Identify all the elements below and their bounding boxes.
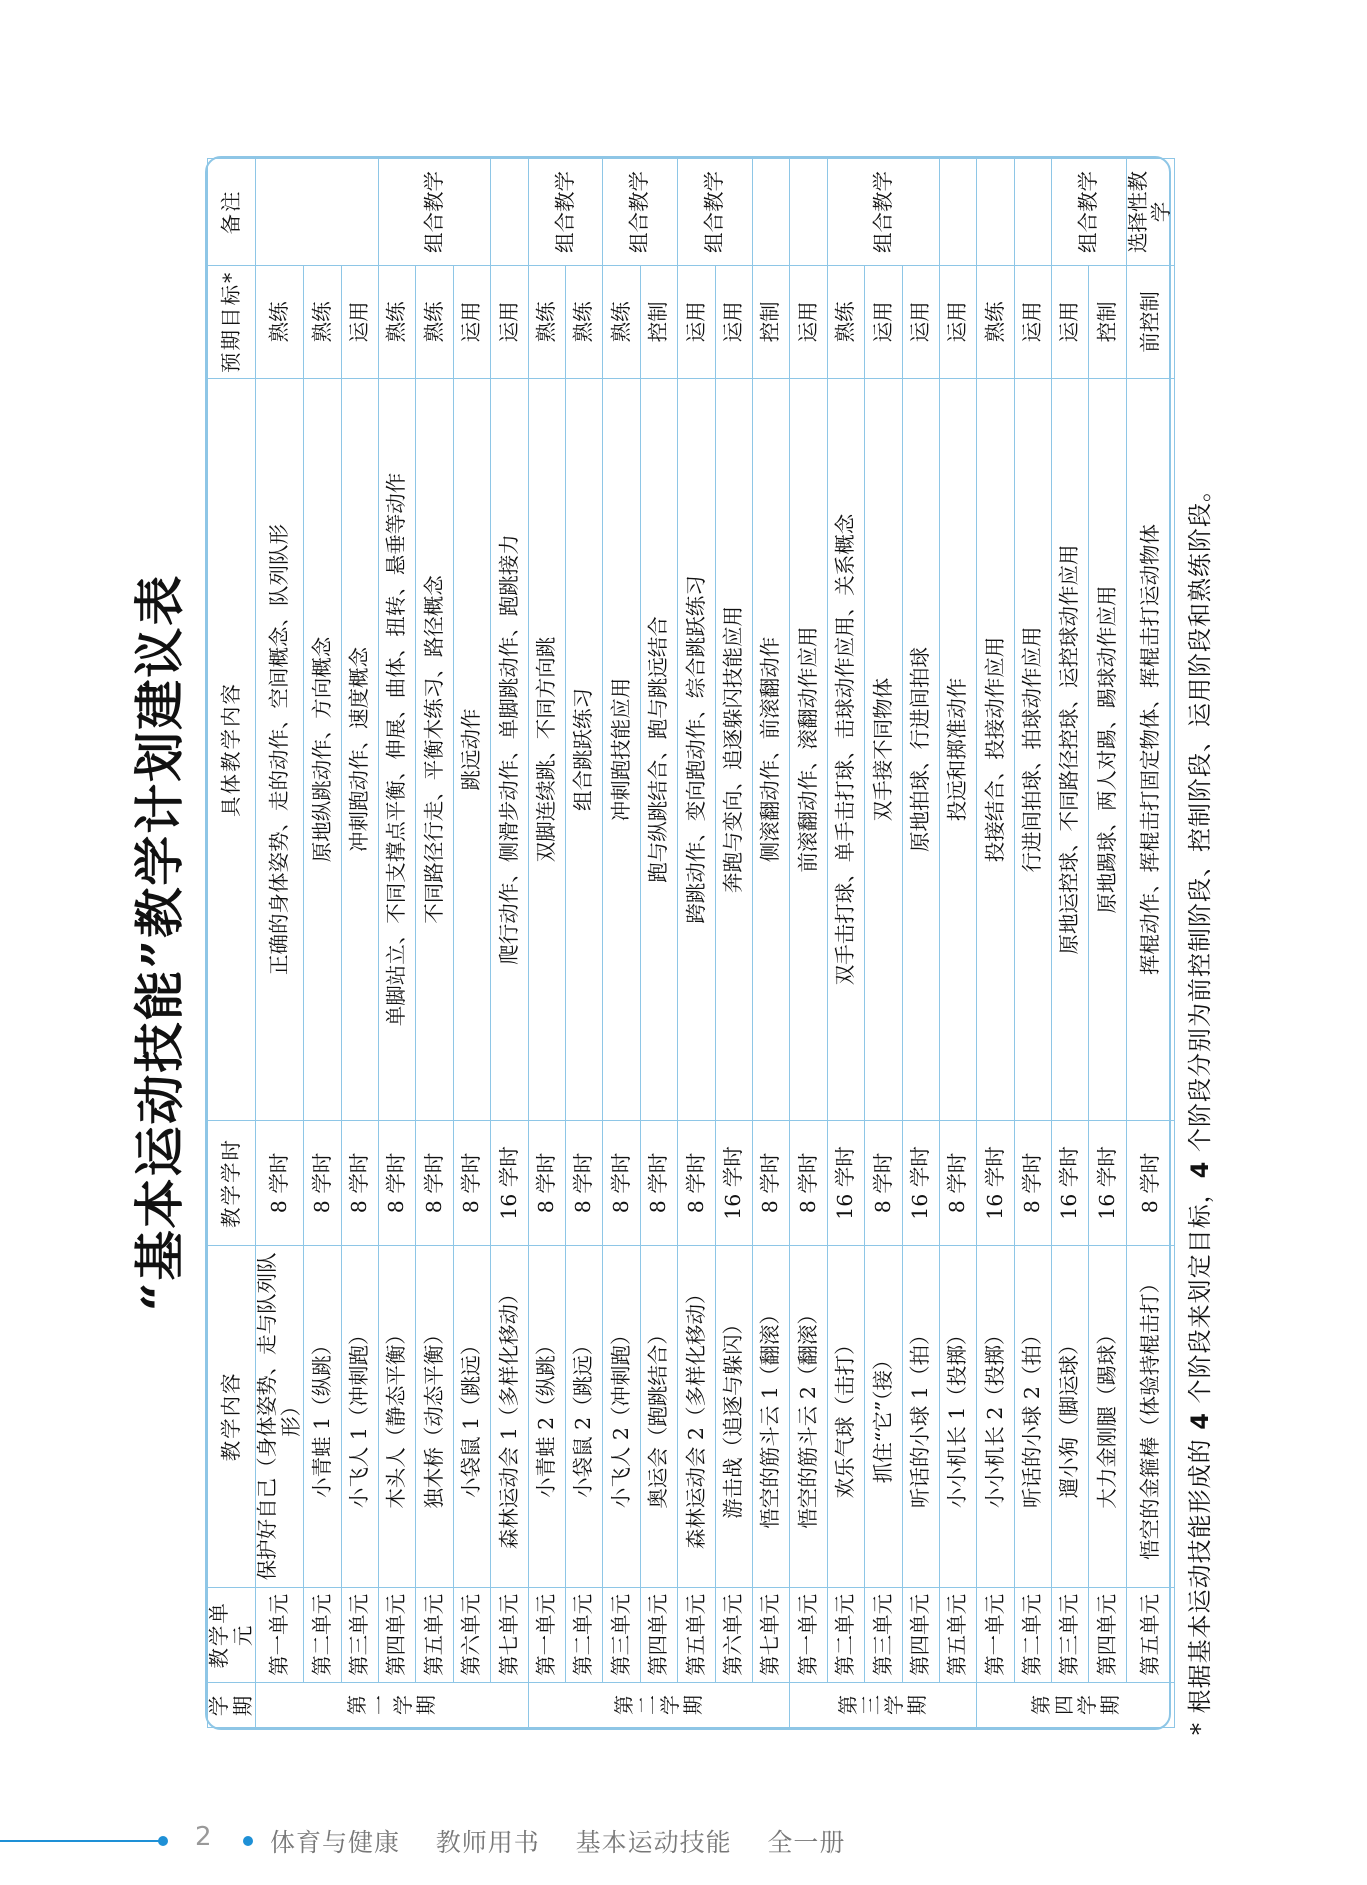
table-row xyxy=(640,159,677,1728)
table-row xyxy=(491,159,528,1728)
unit-cell: 第三单元 xyxy=(603,1587,640,1682)
footer-book-title: 体育与健康 教师用书 基本运动技能 全一册 xyxy=(270,1828,846,1857)
table-row xyxy=(528,159,565,1728)
goal-cell: 熟练 xyxy=(603,265,640,378)
hours-cell: 16 学时 xyxy=(715,1121,752,1246)
footer-dot-icon xyxy=(158,1836,168,1846)
footnote xyxy=(1180,477,1215,1735)
table-row xyxy=(1014,159,1051,1728)
content-cell: 大力金刚腿（踢球） xyxy=(1089,1245,1126,1587)
unit-cell: 第二单元 xyxy=(827,1587,864,1682)
table-row xyxy=(379,159,416,1728)
content-cell: 奥运会（跑跳结合） xyxy=(640,1245,677,1587)
unit-cell: 第四单元 xyxy=(379,1587,416,1682)
table-row xyxy=(827,159,864,1728)
content-cell: 听话的小球 2（拍） xyxy=(1014,1245,1051,1587)
table-row xyxy=(752,159,789,1728)
goal-cell: 运用 xyxy=(790,265,827,378)
table-row xyxy=(1052,159,1089,1728)
footnote-suffix: 个阶段分别为前控制阶段、控制阶段、运用阶段和熟练阶段。 xyxy=(1186,477,1214,1161)
footnote-num2: 4 xyxy=(1186,1160,1214,1179)
goal-cell: 运用 xyxy=(865,265,902,378)
unit-cell: 第六单元 xyxy=(453,1587,490,1682)
footer-bullet-icon xyxy=(243,1836,253,1846)
content-cell: 独木桥（动态平衡） xyxy=(416,1245,453,1587)
note-cell xyxy=(939,159,976,266)
unit-cell: 第四单元 xyxy=(1089,1587,1126,1682)
header-goal: 预期目标* xyxy=(208,265,256,378)
table-row xyxy=(790,159,827,1728)
content-cell: 小青蛙 2（纵跳） xyxy=(528,1245,565,1587)
unit-cell: 第五单元 xyxy=(416,1587,453,1682)
table-row xyxy=(416,159,453,1728)
goal-cell: 前控制 xyxy=(1126,265,1174,378)
unit-cell: 第五单元 xyxy=(678,1587,715,1682)
goal-cell: 熟练 xyxy=(565,265,602,378)
unit-cell: 第一单元 xyxy=(790,1587,827,1682)
goal-cell: 运用 xyxy=(715,265,752,378)
detail-cell: 跨跳动作、变向跑动作、综合跳跃练习 xyxy=(678,378,715,1120)
detail-cell: 单脚站立、不同支撑点平衡、伸展、曲体、扭转、悬垂等动作 xyxy=(379,378,416,1120)
detail-cell: 冲刺跑技能应用 xyxy=(603,378,640,1120)
note-cell: 组合教学 xyxy=(528,159,603,266)
unit-cell: 第七单元 xyxy=(491,1587,528,1682)
semester-cell: 第三学期 xyxy=(790,1682,977,1727)
note-cell xyxy=(491,159,528,266)
detail-cell: 双脚连续跳、不同方向跳 xyxy=(528,378,565,1120)
detail-cell: 跳远动作 xyxy=(453,378,490,1120)
footer-rule xyxy=(0,1840,160,1842)
detail-cell: 原地运控球、不同路径控球、运控球动作应用 xyxy=(1052,378,1089,1120)
unit-cell: 第一单元 xyxy=(528,1587,565,1682)
hours-cell: 8 学时 xyxy=(453,1121,490,1246)
unit-cell: 第三单元 xyxy=(1052,1587,1089,1682)
content-cell: 小小机长 2（投掷） xyxy=(977,1245,1014,1587)
unit-cell: 第四单元 xyxy=(902,1587,939,1682)
detail-cell: 双手击打球、单手击打球、击球动作应用、关系概念 xyxy=(827,378,864,1120)
content-cell: 小袋鼠 1（跳远） xyxy=(453,1245,490,1587)
detail-cell: 奔跑与变向、追逐躲闪技能应用 xyxy=(715,378,752,1120)
content-cell: 木头人（静态平衡） xyxy=(379,1245,416,1587)
hours-cell: 8 学时 xyxy=(1014,1121,1051,1246)
content-cell: 小小机长 1（投掷） xyxy=(939,1245,976,1587)
detail-cell: 不同路径行走、平衡木练习、路径概念 xyxy=(416,378,453,1120)
content-cell: 小青蛙 1（纵跳） xyxy=(304,1245,341,1587)
header-detail: 具体教学内容 xyxy=(208,378,256,1120)
content-cell: 悟空的筋斗云 2（翻滚） xyxy=(790,1245,827,1587)
semester-cell: 第四学期 xyxy=(977,1682,1175,1727)
table-body xyxy=(256,159,1175,1728)
content-cell: 遛小狗（脚运球） xyxy=(1052,1245,1089,1587)
unit-cell: 第二单元 xyxy=(304,1587,341,1682)
hours-cell: 16 学时 xyxy=(491,1121,528,1246)
plan-table-frame xyxy=(205,156,1174,1730)
goal-cell: 运用 xyxy=(1052,265,1089,378)
content-cell: 听话的小球 1（拍） xyxy=(902,1245,939,1587)
hours-cell: 8 学时 xyxy=(603,1121,640,1246)
unit-cell: 第七单元 xyxy=(752,1587,789,1682)
hours-cell: 16 学时 xyxy=(1089,1121,1126,1246)
hours-cell: 8 学时 xyxy=(1126,1121,1174,1246)
goal-cell: 熟练 xyxy=(304,265,341,378)
goal-cell: 熟练 xyxy=(528,265,565,378)
table-row xyxy=(977,159,1014,1728)
detail-cell: 跑与纵跳结合、跑与跳远结合 xyxy=(640,378,677,1120)
content-cell: 保护好自己（身体姿势、走与队列队形） xyxy=(256,1245,304,1587)
hours-cell: 16 学时 xyxy=(1052,1121,1089,1246)
unit-cell: 第一单元 xyxy=(256,1587,304,1682)
table-row xyxy=(678,159,715,1728)
hours-cell: 16 学时 xyxy=(902,1121,939,1246)
goal-cell: 运用 xyxy=(939,265,976,378)
unit-cell: 第五单元 xyxy=(1126,1587,1174,1682)
detail-cell: 侧滚翻动作、前滚翻动作 xyxy=(752,378,789,1120)
detail-cell: 冲刺跑动作、速度概念 xyxy=(341,378,378,1120)
detail-cell: 正确的身体姿势、走的动作、空间概念、队列队形 xyxy=(256,378,304,1120)
goal-cell: 控制 xyxy=(1089,265,1126,378)
semester-cell: 第一学期 xyxy=(256,1682,528,1727)
header-unit: 教学单元 xyxy=(208,1587,256,1682)
goal-cell: 运用 xyxy=(341,265,378,378)
note-cell: 选择性教学 xyxy=(1126,159,1174,266)
goal-cell: 熟练 xyxy=(256,265,304,378)
content-cell: 抓住“它”（接） xyxy=(865,1245,902,1587)
hours-cell: 8 学时 xyxy=(865,1121,902,1246)
table-row xyxy=(1126,159,1174,1728)
goal-cell: 熟练 xyxy=(827,265,864,378)
detail-cell: 行进间拍球、拍球动作应用 xyxy=(1014,378,1051,1120)
hours-cell: 16 学时 xyxy=(827,1121,864,1246)
detail-cell: 前滚翻动作、滚翻动作应用 xyxy=(790,378,827,1120)
table-row xyxy=(715,159,752,1728)
content-cell: 森林运动会 2（多样化移动） xyxy=(678,1245,715,1587)
detail-cell: 原地踢球、两人对踢、踢球动作应用 xyxy=(1089,378,1126,1120)
goal-cell: 运用 xyxy=(678,265,715,378)
hours-cell: 8 学时 xyxy=(256,1121,304,1246)
header-content: 教学内容 xyxy=(208,1245,256,1587)
unit-cell: 第五单元 xyxy=(939,1587,976,1682)
note-cell xyxy=(790,159,827,266)
goal-cell: 运用 xyxy=(491,265,528,378)
detail-cell: 原地拍球、行进间拍球 xyxy=(902,378,939,1120)
goal-cell: 控制 xyxy=(752,265,789,378)
goal-cell: 熟练 xyxy=(416,265,453,378)
detail-cell: 投接结合、投接动作应用 xyxy=(977,378,1014,1120)
note-cell xyxy=(256,159,379,266)
unit-cell: 第三单元 xyxy=(341,1587,378,1682)
table-row xyxy=(304,159,341,1728)
footnote-num1: 4 xyxy=(1186,1412,1214,1430)
table-row xyxy=(603,159,640,1728)
detail-cell: 爬行动作、侧滑步动作、单脚跳动作、跑跳接力 xyxy=(491,378,528,1120)
detail-cell: 投远和掷准动作 xyxy=(939,378,976,1120)
table-row xyxy=(1089,159,1126,1728)
note-cell xyxy=(1014,159,1051,266)
detail-cell: 原地纵跳动作、方向概念 xyxy=(304,378,341,1120)
hours-cell: 8 学时 xyxy=(304,1121,341,1246)
note-cell: 组合教学 xyxy=(603,159,678,266)
table-row xyxy=(902,159,939,1728)
semester-cell: 第二学期 xyxy=(528,1682,790,1727)
table-row xyxy=(256,159,304,1728)
goal-cell: 运用 xyxy=(453,265,490,378)
header-semester: 学期 xyxy=(208,1682,256,1727)
content-cell: 小袋鼠 2（跳远） xyxy=(565,1245,602,1587)
unit-cell: 第四单元 xyxy=(640,1587,677,1682)
footnote-prefix: * 根据基本运动技能形成的 xyxy=(1186,1429,1214,1735)
unit-cell: 第二单元 xyxy=(1014,1587,1051,1682)
unit-cell: 第二单元 xyxy=(565,1587,602,1682)
hours-cell: 8 学时 xyxy=(752,1121,789,1246)
detail-cell: 双手接不同物体 xyxy=(865,378,902,1120)
unit-cell: 第六单元 xyxy=(715,1587,752,1682)
table-row xyxy=(453,159,490,1728)
hours-cell: 8 学时 xyxy=(341,1121,378,1246)
hours-cell: 8 学时 xyxy=(939,1121,976,1246)
content-cell: 悟空的筋斗云 1（翻滚） xyxy=(752,1245,789,1587)
page-title: “基本运动技能”教学计划建议表 xyxy=(130,573,189,1312)
note-cell: 组合教学 xyxy=(379,159,491,266)
header-note: 备注 xyxy=(208,159,256,266)
hours-cell: 8 学时 xyxy=(790,1121,827,1246)
note-cell: 组合教学 xyxy=(1052,159,1127,266)
note-cell xyxy=(977,159,1014,266)
hours-cell: 8 学时 xyxy=(416,1121,453,1246)
goal-cell: 运用 xyxy=(1014,265,1051,378)
footnote-mid: 个阶段来划定目标， xyxy=(1186,1178,1214,1413)
page-number: 2 xyxy=(195,1822,212,1852)
note-cell xyxy=(752,159,789,266)
content-cell: 小飞人 2（冲刺跑） xyxy=(603,1245,640,1587)
goal-cell: 熟练 xyxy=(977,265,1014,378)
hours-cell: 8 学时 xyxy=(565,1121,602,1246)
content-cell: 小飞人 1（冲刺跑） xyxy=(341,1245,378,1587)
content-cell: 悟空的金箍棒（体验持棍击打） xyxy=(1126,1245,1174,1587)
hours-cell: 8 学时 xyxy=(640,1121,677,1246)
header-hours: 教学学时 xyxy=(208,1121,256,1246)
note-cell: 组合教学 xyxy=(827,159,939,266)
hours-cell: 16 学时 xyxy=(977,1121,1014,1246)
content-cell: 欢乐气球（击打） xyxy=(827,1245,864,1587)
table-header-row xyxy=(208,159,256,1728)
table-row xyxy=(865,159,902,1728)
detail-cell: 组合跳跃练习 xyxy=(565,378,602,1120)
goal-cell: 运用 xyxy=(902,265,939,378)
content-cell: 森林运动会 1（多样化移动） xyxy=(491,1245,528,1587)
detail-cell: 挥棍动作、挥棍击打固定物体、挥棍击打运动物体 xyxy=(1126,378,1174,1120)
goal-cell: 熟练 xyxy=(379,265,416,378)
hours-cell: 8 学时 xyxy=(678,1121,715,1246)
plan-table xyxy=(207,158,1175,1728)
page-footer xyxy=(0,1820,1367,1860)
goal-cell: 控制 xyxy=(640,265,677,378)
table-row xyxy=(565,159,602,1728)
note-cell: 组合教学 xyxy=(678,159,753,266)
table-row xyxy=(939,159,976,1728)
table-row xyxy=(341,159,378,1728)
hours-cell: 8 学时 xyxy=(528,1121,565,1246)
unit-cell: 第一单元 xyxy=(977,1587,1014,1682)
content-cell: 游击战（追逐与躲闪） xyxy=(715,1245,752,1587)
unit-cell: 第三单元 xyxy=(865,1587,902,1682)
hours-cell: 8 学时 xyxy=(379,1121,416,1246)
